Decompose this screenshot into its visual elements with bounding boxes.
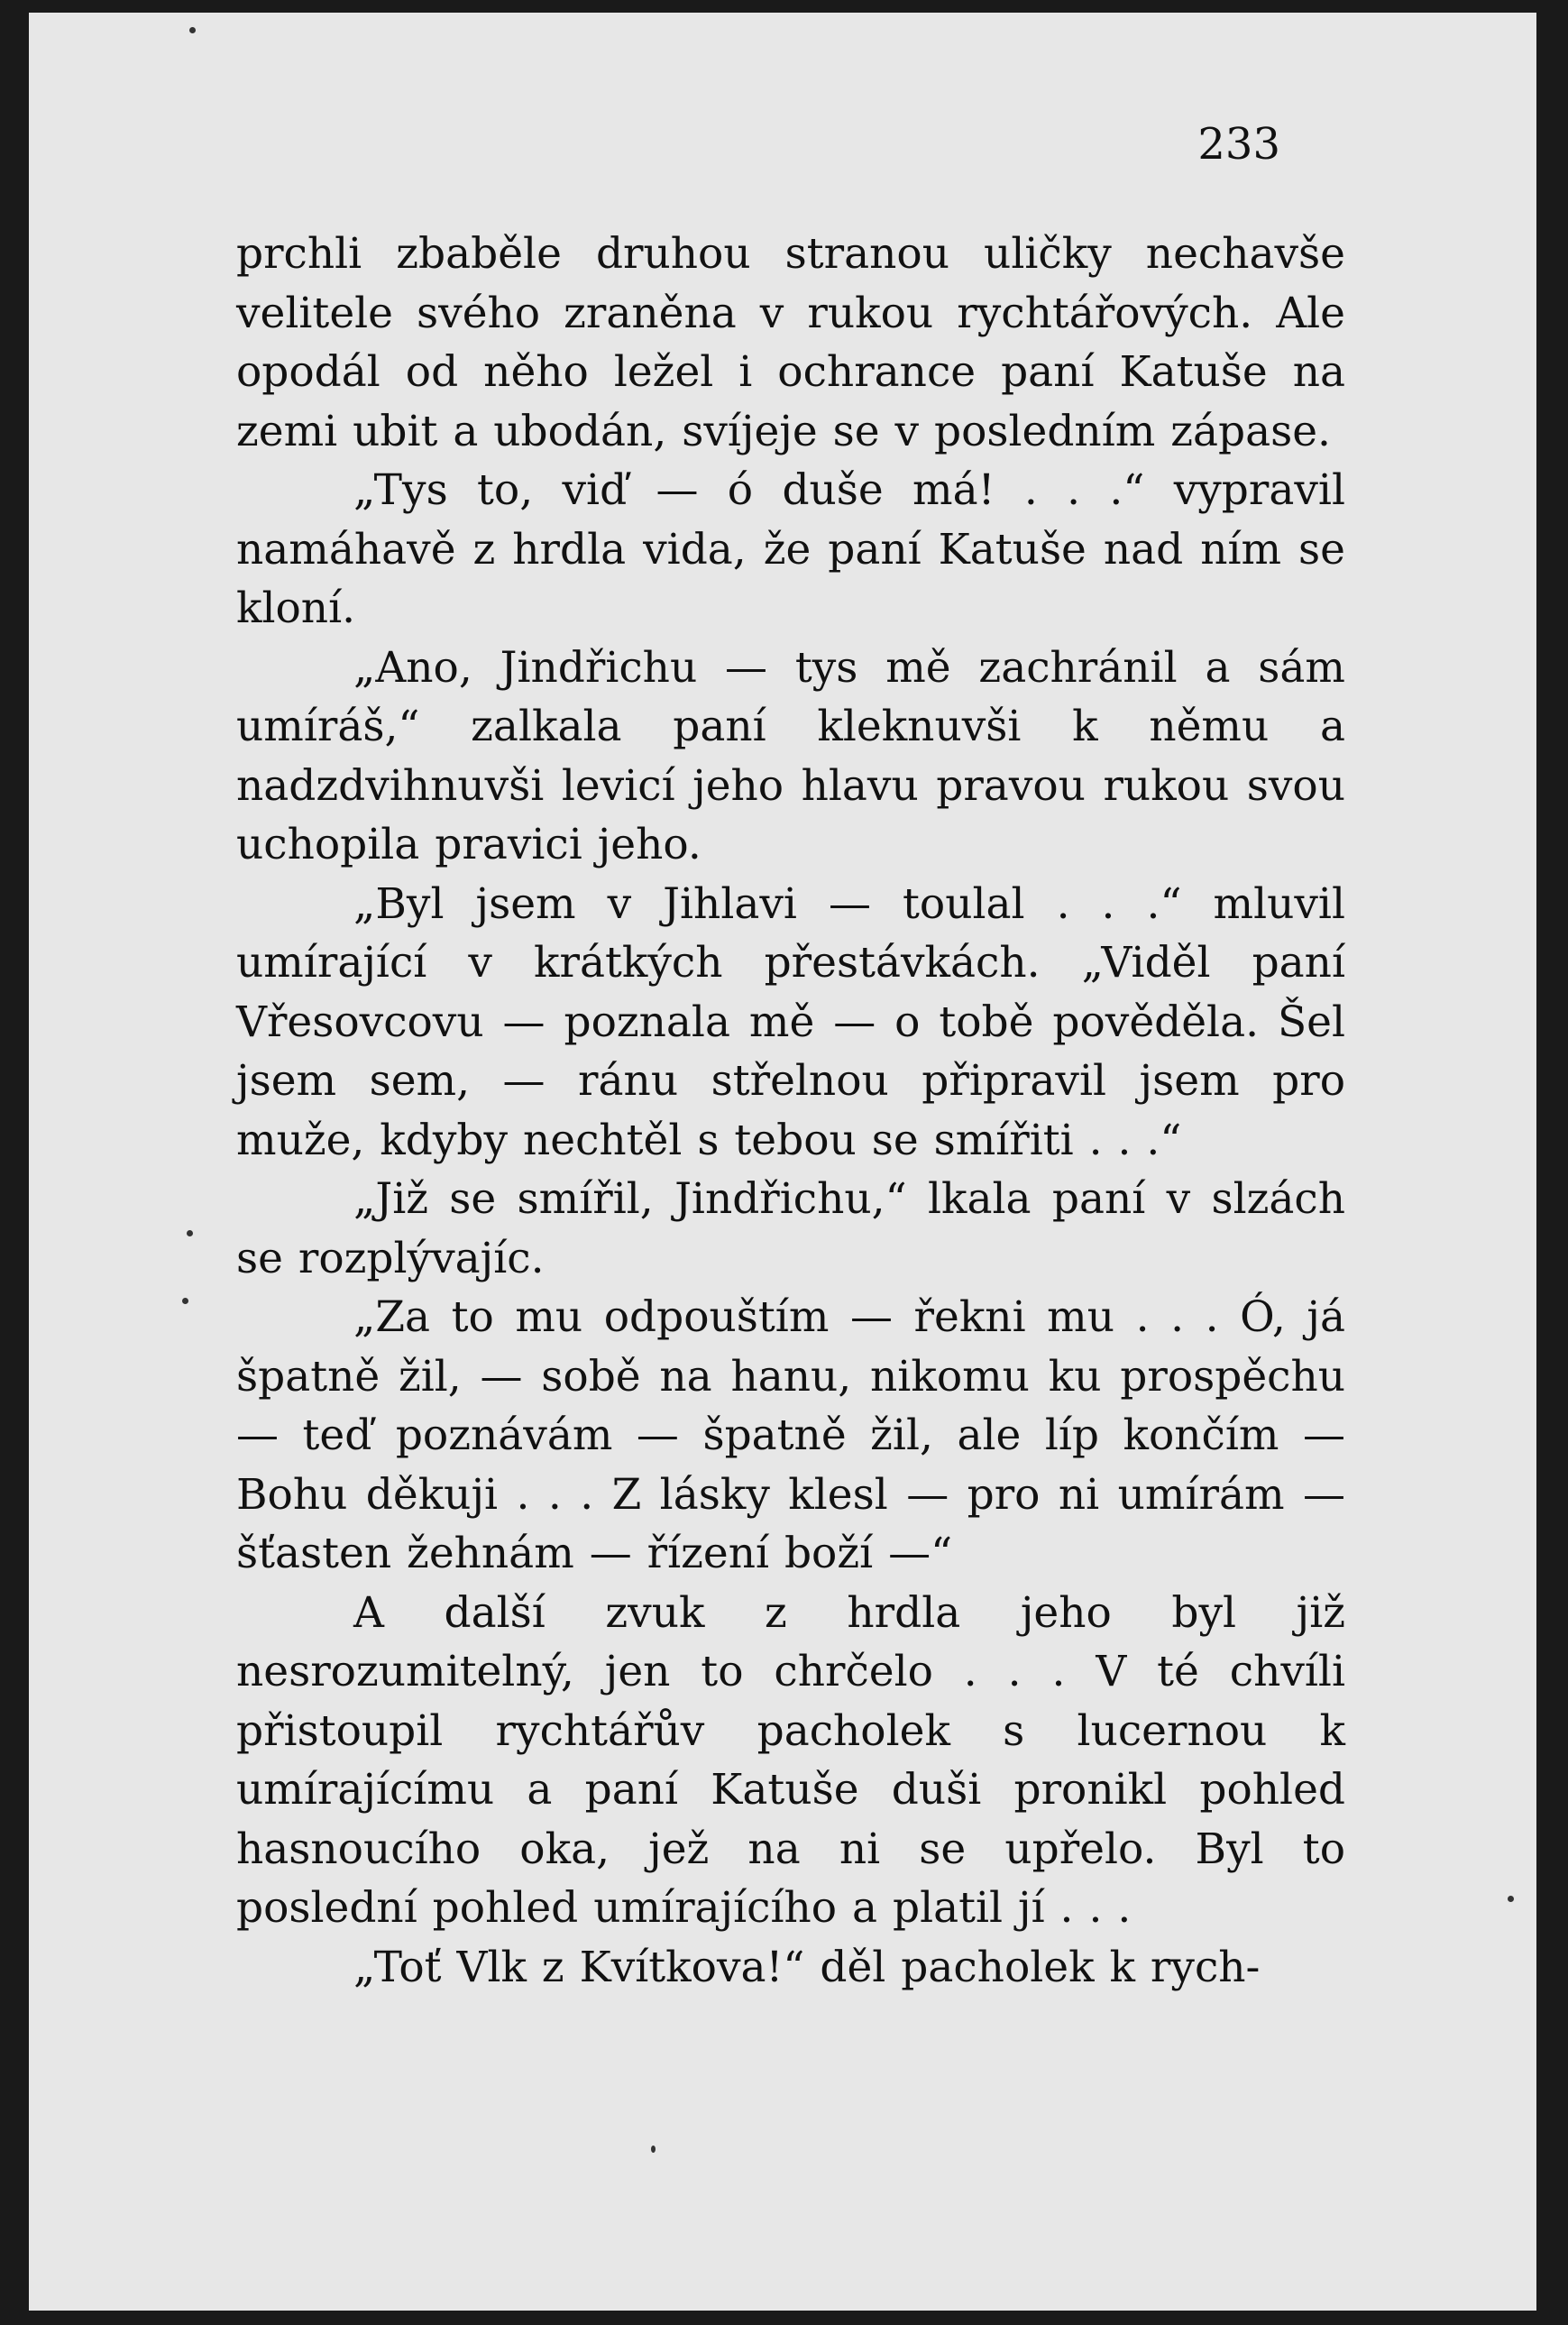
paragraph: „Toť Vlk z Kvítkova!“ děl pacholek k rych- bbox=[353, 1942, 1261, 1992]
paragraph: „Za to mu odpouštím — řekni mu . . . Ó, já špatně žil, — sobě na hanu, nikomu ku prospěchu — teď poznávám — špatně žil, ale líp končím — Bohu děkuji . . . Z lásky klesl — pro ni umírám — šťasten žehnám — řízení boží —“ bbox=[236, 1292, 1345, 1578]
paragraph: „Byl jsem v Jihlavi — toulal . . .“ mluvil umírající v krátkých přestávkách. „Viděl paní Vřesovcovu — poznala mě — o tobě pověděla. Šel jsem sem, — ránu střelnou připravil jsem pro muže, kdyby nechtěl s tebou se smířiti . . .“ bbox=[236, 878, 1345, 1165]
scan-speck bbox=[182, 1298, 188, 1304]
scan-speck bbox=[651, 2146, 656, 2153]
paragraph: „Ano, Jindřichu — tys mě zachránil a sám umíráš,“ zalkala paní kleknuvši k němu a nadzdvihnuvši levicí jeho hlavu pravou rukou svou uchopila pravici jeho. bbox=[236, 642, 1345, 869]
paragraph: „Tys to, viď — ó duše má! . . .“ vypravil namáhavě z hrdla vida, že paní Katuše nad ním se kloní. bbox=[236, 465, 1345, 633]
paragraph: A další zvuk z hrdla jeho byl již nesrozumitelný, jen to chrčelo . . . V té chvíli přistoupil rychtářův pacholek s lucernou k umírajícímu a paní Katuše duši pronikl pohled hasnoucího oka, jež na ni se upřelo. Byl to poslední pohled umírajícího a platil jí . . . bbox=[236, 1587, 1345, 1933]
book-page bbox=[29, 13, 1536, 2311]
paragraph: prchli zbaběle druhou stranou uličky nechavše velitele svého zraněna v rukou rychtářových. Ale opodál od něho ležel i ochrance paní Katuše na zemi ubit a ubodán, svíjeje se v posledním zápase. bbox=[236, 229, 1345, 456]
paragraph: „Již se smířil, Jindřichu,“ lkala paní v slzách se rozplývajíc. bbox=[236, 1174, 1345, 1283]
page-number: 233 bbox=[1197, 119, 1280, 170]
body-text bbox=[236, 225, 1345, 1997]
scan-speck bbox=[1508, 1896, 1514, 1902]
scan-speck bbox=[189, 27, 196, 33]
scan-speck bbox=[187, 1230, 193, 1236]
